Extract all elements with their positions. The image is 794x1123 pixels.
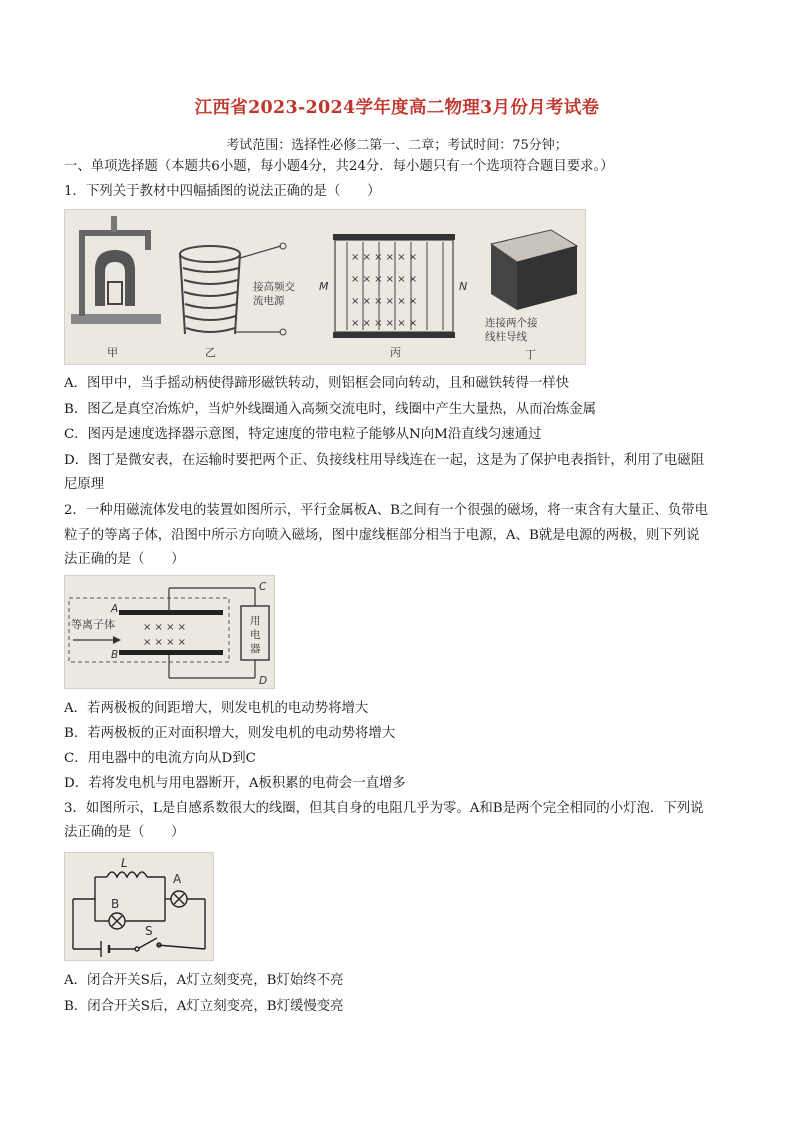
q1-option-d-line1: D．图丁是微安表，在运输时要把两个正、负接线柱用导线连在一起，这是为了保护电表指针，利用了电磁阻: [64, 453, 705, 468]
svg-text:× × × ×: × × × ×: [143, 622, 187, 633]
fig-switch-s: S: [145, 924, 153, 938]
velocity-selector: [333, 234, 455, 338]
fig-plate-a: A: [111, 603, 119, 615]
exam-title: 江西省2023-2024学年度高二物理3月份月考试卷: [194, 98, 600, 118]
fig-terminal-d: D: [259, 675, 268, 687]
svg-text:× × × × × ×: × × × × × ×: [351, 296, 418, 307]
svg-text:× × × × × ×: × × × × × ×: [351, 318, 418, 329]
fig-lamp-b: B: [111, 897, 120, 911]
circuit-diagram: [73, 872, 205, 957]
q1-option-c: C．图丙是速度选择器示意图，特定速度的带电粒子能够从N向M沿直线匀速通过: [64, 427, 542, 442]
section-heading: 一、单项选择题（本题共6小题，每小题4分，共24分．每小题只有一个选项符合题目要求。）: [64, 159, 614, 174]
svg-text:× × × ×: × × × ×: [143, 637, 187, 648]
microammeter-box: [491, 230, 577, 310]
q1-option-b: B．图乙是真空冶炼炉，当炉外线圈通入高频交流电时，线圈中产生大量热，从而冶炼金属: [64, 402, 597, 417]
fig-plasma-label: 等离子体: [71, 618, 115, 631]
fig-label-m: M: [319, 280, 329, 293]
q1-figure: [64, 209, 586, 365]
mhd-generator: [69, 588, 269, 678]
q1-option-d-line2: 尼原理: [64, 477, 105, 492]
fig-inductor-l: L: [121, 856, 128, 870]
horseshoe-magnet-apparatus: [71, 216, 161, 324]
q2-stem-line3: 法正确的是（ ）: [64, 552, 185, 567]
fig-source-line1: 接高频交: [253, 281, 295, 293]
q3-stem-line1: 3．如图所示，L是自感系数很大的线圈，但其自身的电阻几乎为零。A和B是两个完全相同的小灯泡．下列说: [64, 801, 704, 816]
q3-stem-line2: 法正确的是（ ）: [64, 825, 185, 840]
fig-terminal-c: C: [259, 581, 267, 593]
q2-option-a: A．若两极板的间距增大，则发电机的电动势将增大: [64, 701, 369, 716]
q2-stem-line1: 2．一种用磁流体发电的装置如图所示，平行金属板A、B之间有一个很强的磁场，将一束含有大量正、负带电: [64, 503, 708, 518]
fig-load-2: 电: [250, 629, 261, 641]
fig-label-yi: 乙: [205, 346, 216, 359]
fig-wire-line1: 连接两个接: [485, 317, 538, 329]
q2-option-c: C．用电器中的电流方向从D到C: [64, 751, 256, 766]
q2-stem-line2: 粒子的等离子体，沿图中所示方向喷入磁场，图中虚线框部分相当于电源，A、B就是电源的两极，则下列说: [64, 528, 700, 543]
q1-stem: 1．下列关于教材中四幅插图的说法正确的是（ ）: [64, 184, 381, 199]
fig-label-jia: 甲: [107, 346, 118, 359]
fig-load-1: 用: [250, 615, 261, 627]
fig-label-n: N: [459, 280, 468, 293]
exam-subtitle: 考试范围：选择性必修二第一、二章；考试时间：75分钟；: [226, 138, 568, 153]
q2-option-b: B．若两极板的正对面积增大，则发电机的电动势将增大: [64, 726, 396, 741]
q2-figure: [64, 575, 275, 689]
q3-option-b: B．闭合开关S后，A灯立刻变亮，B灯缓慢变亮: [64, 999, 344, 1014]
fig-label-bing: 丙: [390, 346, 401, 359]
fig-source-line2: 流电源: [253, 295, 285, 307]
svg-text:× × × × × ×: × × × × × ×: [351, 274, 418, 285]
fig-wire-line2: 线柱导线: [485, 331, 527, 343]
fig-load-3: 器: [250, 643, 261, 655]
q3-option-a: A．闭合开关S后，A灯立刻变亮，B灯始终不亮: [64, 973, 344, 988]
q1-option-a: A．图甲中，当手摇动柄使得蹄形磁铁转动，则铝框会同向转动，且和磁铁转得一样快: [64, 376, 570, 391]
q3-figure: [64, 852, 214, 961]
fig-lamp-a: A: [173, 872, 182, 886]
svg-text:× × × × × ×: × × × × × ×: [351, 252, 418, 263]
q2-option-d: D．若将发电机与用电器断开，A板积累的电荷会一直增多: [64, 776, 406, 791]
fig-label-ding: 丁: [525, 348, 536, 361]
fig-plate-b: B: [111, 649, 119, 661]
